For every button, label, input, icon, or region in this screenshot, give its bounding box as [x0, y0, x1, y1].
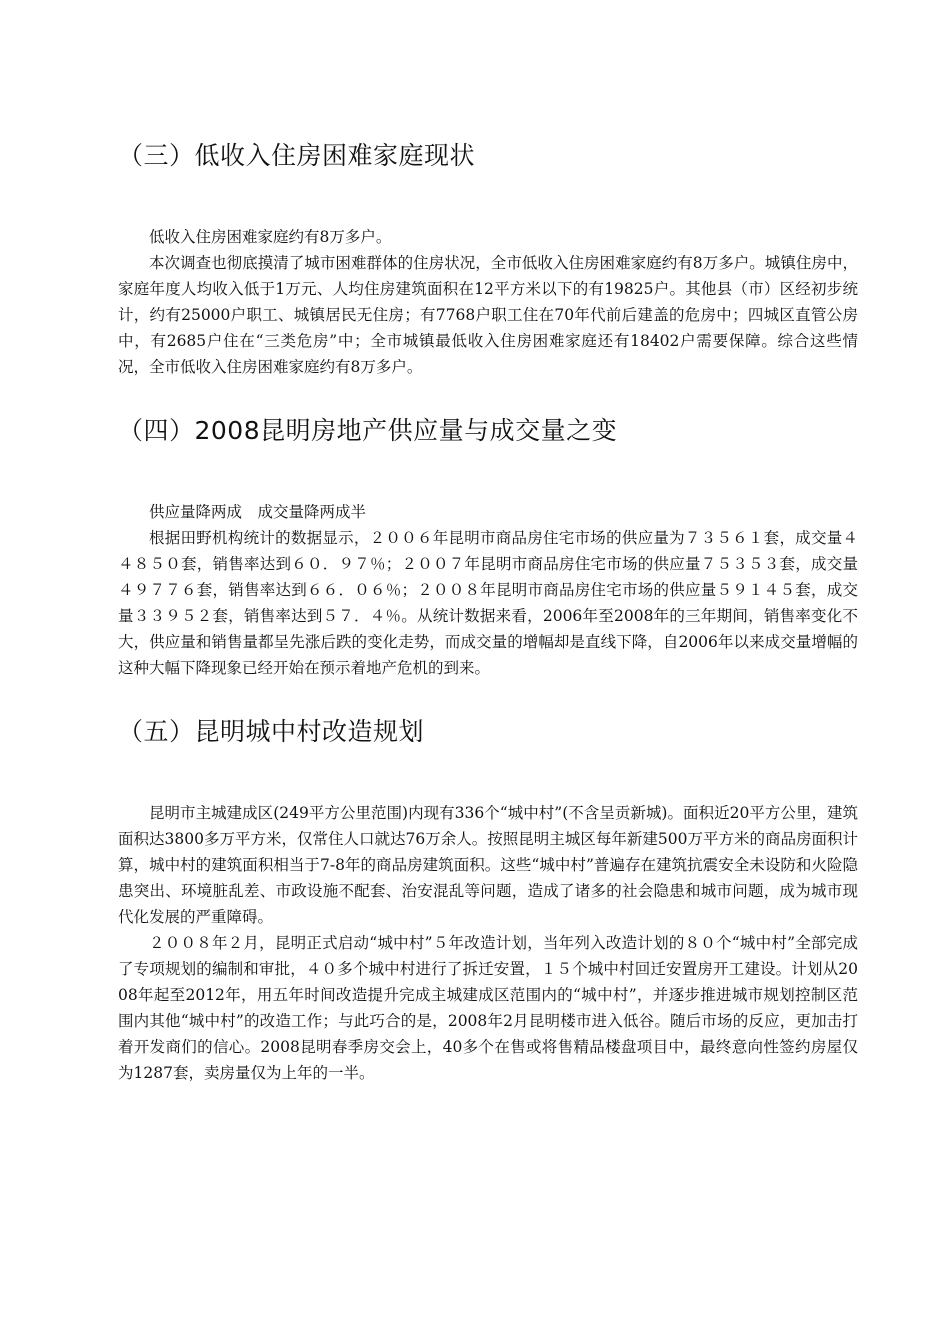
- paragraph-low-income-summary: 低收入住房困难家庭约有8万多户。: [149, 228, 392, 246]
- document-body: [118, 138, 858, 1086]
- paragraph-urban-village-plan: ２００８年２月，昆明正式启动“城中村”５年改造计划，当年列入改造计划的８０个“城中村”全部完成了专项规划的编制和审批，４０多个城中村进行了拆迁安置，１５个城中村回迁安置房开工建设。计划从2008年起至2012年，用五年时间改造提升完成主城建成区范围内的“城中村”，并逐步推进城市规划控制区范围内其他“城中村”的改造工作；与此巧合的是，2008年2月昆明楼市进入低谷。随后市场的反应，更加击打着开发商们的信心。2008昆明春季房交会上，40多个在售或将售精品楼盘项目中，最终意向性签约房屋仅为1287套，卖房量仅为上年的一半。: [118, 934, 858, 1082]
- section-title-urban-village-renovation: （五）昆明城中村改造规划: [118, 717, 425, 746]
- section-title-low-income-housing: （三）低收入住房困难家庭现状: [118, 141, 476, 170]
- paragraph-urban-village-overview: 昆明市主城建成区(249平方公里范围)内现有336个“城中村”(不含呈贡新城)。面积近20平方公里，建筑面积达3800多万平方米，仅常住人口就达76万余人。按照昆明主城区每年新建500万平方米的商品房面积计算，城中村的建筑面积相当于7-8年的商品房建筑面积。这些“城中村”普遍存在建筑抗震安全未设防和火险隐患突出、环境脏乱差、市政设施不配套、治安混乱等问题，造成了诸多的社会隐患和城市问题，成为城市现代化发展的严重障碍。: [118, 804, 858, 926]
- section-title-supply-and-sales-2008: （四）2008昆明房地产供应量与成交量之变: [118, 416, 618, 445]
- paragraph-supply-sales-summary: 供应量降两成 成交量降两成半: [149, 503, 367, 521]
- paragraph-supply-sales-statistics: 根据田野机构统计的数据显示，２００６年昆明市商品房住宅市场的供应量为７３５６１套，成交量４４８５０套，销售率达到６０．９７％；２００７年昆明市商品房住宅市场的供应量７５３５３套，成交量４９７７６套，销售率达到６６．０６％；２００８年昆明市商品房住宅市场的供应量５９１４５套，成交量３３９５２套，销售率达到５７．４％。从统计数据来看，2006年至2008年的三年期间，销售率变化不大，供应量和销售量都呈先涨后跌的变化走势，而成交量的增幅却是直线下降，自2006年以来成交量增幅的这种大幅下降现象已经开始在预示着地产危机的到来。: [118, 529, 858, 677]
- paragraph-low-income-details: 本次调查也彻底摸清了城市困难群体的住房状况，全市低收入住房困难家庭约有8万多户。城镇住房中，家庭年度人均收入低于1万元、人均住房建筑面积在12平方米以下的有19825户。其他县（市）区经初步统计，约有25000户职工、城镇居民无住房；有7768户职工住在70年代前后建盖的危房中；四城区直管公房中，有2685户住在“三类危房”中；全市城镇最低收入住房困难家庭还有18402户需要保障。综合这些情况，全市低收入住房困难家庭约有8万多户。: [118, 254, 858, 376]
